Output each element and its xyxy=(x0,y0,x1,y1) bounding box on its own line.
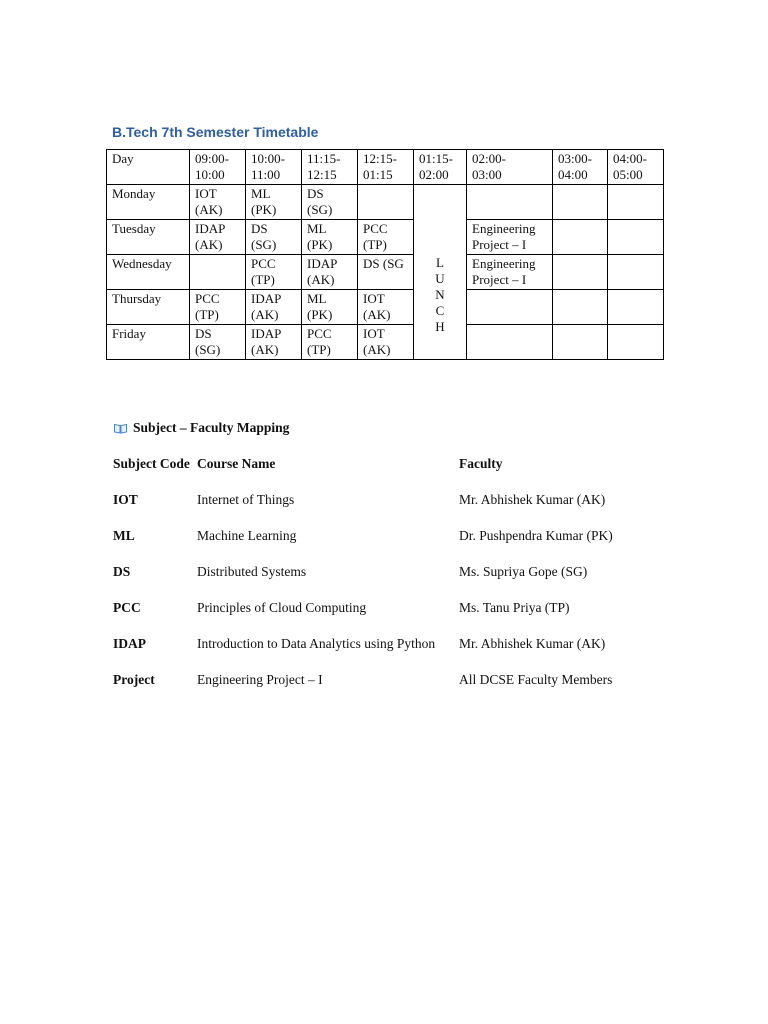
slot-cell xyxy=(608,255,664,290)
day-cell: Monday xyxy=(107,185,190,220)
slot-cell xyxy=(190,255,246,290)
slot-cell: Engineering Project – I xyxy=(467,255,553,290)
slot-cell xyxy=(608,290,664,325)
subject-code: IOT xyxy=(113,492,138,507)
slot-cell xyxy=(608,185,664,220)
day-cell: Tuesday xyxy=(107,220,190,255)
day-cell: Wednesday xyxy=(107,255,190,290)
header-cell: Day xyxy=(107,150,190,185)
slot-cell: IDAP (AK) xyxy=(246,290,302,325)
slot-cell: IDAP (AK) xyxy=(190,220,246,255)
course-name: Principles of Cloud Computing xyxy=(197,600,367,615)
mapping-heading-text: Subject – Faculty Mapping xyxy=(133,420,290,435)
slot-cell: IDAP (AK) xyxy=(246,325,302,360)
faculty-name: Mr. Abhishek Kumar (AK) xyxy=(459,636,606,651)
faculty-name: Ms. Supriya Gope (SG) xyxy=(459,564,588,579)
slot-cell: DS (SG) xyxy=(190,325,246,360)
slot-cell: IOT (AK) xyxy=(190,185,246,220)
slot-cell: IOT (AK) xyxy=(358,325,414,360)
lunch-letter: H xyxy=(435,319,445,334)
slot-cell xyxy=(553,255,608,290)
column-header-faculty: Faculty xyxy=(459,456,503,471)
slot-cell: PCC (TP) xyxy=(190,290,246,325)
mapping-heading xyxy=(114,420,289,436)
column-header-code: Subject Code xyxy=(113,456,190,471)
timetable-row-tuesday xyxy=(107,220,664,255)
slot-cell: ML (PK) xyxy=(302,220,358,255)
course-name: Introduction to Data Analytics using Python xyxy=(197,636,436,651)
header-cell: 09:00- 10:00 xyxy=(190,150,246,185)
slot-cell: ML (PK) xyxy=(302,290,358,325)
subject-code: ML xyxy=(113,528,135,543)
slot-cell: IDAP (AK) xyxy=(302,255,358,290)
slot-cell: PCC (TP) xyxy=(302,325,358,360)
slot-cell: DS (SG) xyxy=(302,185,358,220)
header-cell: 12:15- 01:15 xyxy=(358,150,414,185)
slot-cell xyxy=(553,185,608,220)
slot-cell xyxy=(608,220,664,255)
slot-cell: Engineering Project – I xyxy=(467,220,553,255)
slot-cell xyxy=(553,325,608,360)
slot-cell: DS (SG xyxy=(358,255,414,290)
course-name: Distributed Systems xyxy=(197,564,307,579)
day-cell: Thursday xyxy=(107,290,190,325)
header-cell: 02:00- 03:00 xyxy=(467,150,553,185)
timetable-row-thursday xyxy=(107,290,664,325)
header-cell: 10:00- 11:00 xyxy=(246,150,302,185)
course-name: Internet of Things xyxy=(197,492,295,507)
slot-cell xyxy=(358,185,414,220)
slot-cell xyxy=(467,185,553,220)
course-name: Machine Learning xyxy=(197,528,297,543)
timetable-row-wednesday xyxy=(107,255,664,290)
lunch-letter: U xyxy=(435,271,445,286)
subject-code: DS xyxy=(113,564,131,579)
slot-cell xyxy=(467,325,553,360)
course-name: Engineering Project – I xyxy=(197,672,323,687)
slot-cell: PCC (TP) xyxy=(246,255,302,290)
column-header-name: Course Name xyxy=(197,456,276,471)
slot-cell xyxy=(608,325,664,360)
subject-code: PCC xyxy=(113,600,141,615)
timetable-header-row xyxy=(107,150,664,185)
faculty-name: Dr. Pushpendra Kumar (PK) xyxy=(459,528,613,543)
header-cell: 03:00- 04:00 xyxy=(553,150,608,185)
header-cell: 01:15- 02:00 xyxy=(414,150,467,185)
page-title: B.Tech 7th Semester Timetable xyxy=(112,124,319,140)
timetable xyxy=(106,149,664,360)
slot-cell xyxy=(553,290,608,325)
faculty-name: All DCSE Faculty Members xyxy=(459,672,613,687)
slot-cell: IOT (AK) xyxy=(358,290,414,325)
subject-code: IDAP xyxy=(113,636,146,651)
faculty-name: Mr. Abhishek Kumar (AK) xyxy=(459,492,606,507)
slot-cell xyxy=(553,220,608,255)
header-cell: 11:15- 12:15 xyxy=(302,150,358,185)
lunch-letter: C xyxy=(435,303,445,318)
slot-cell: DS (SG) xyxy=(246,220,302,255)
day-cell: Friday xyxy=(107,325,190,360)
lunch-letter: N xyxy=(435,287,445,302)
faculty-name: Ms. Tanu Priya (TP) xyxy=(459,600,570,615)
header-cell: 04:00- 05:00 xyxy=(608,150,664,185)
timetable-row-friday xyxy=(107,325,664,360)
open-book-icon xyxy=(114,423,127,434)
slot-cell: PCC (TP) xyxy=(358,220,414,255)
slot-cell xyxy=(467,290,553,325)
lunch-cell xyxy=(414,185,467,360)
slot-cell: ML (PK) xyxy=(246,185,302,220)
subject-code: Project xyxy=(113,672,155,687)
lunch-letter: L xyxy=(436,255,444,270)
timetable-row-monday xyxy=(107,185,664,220)
